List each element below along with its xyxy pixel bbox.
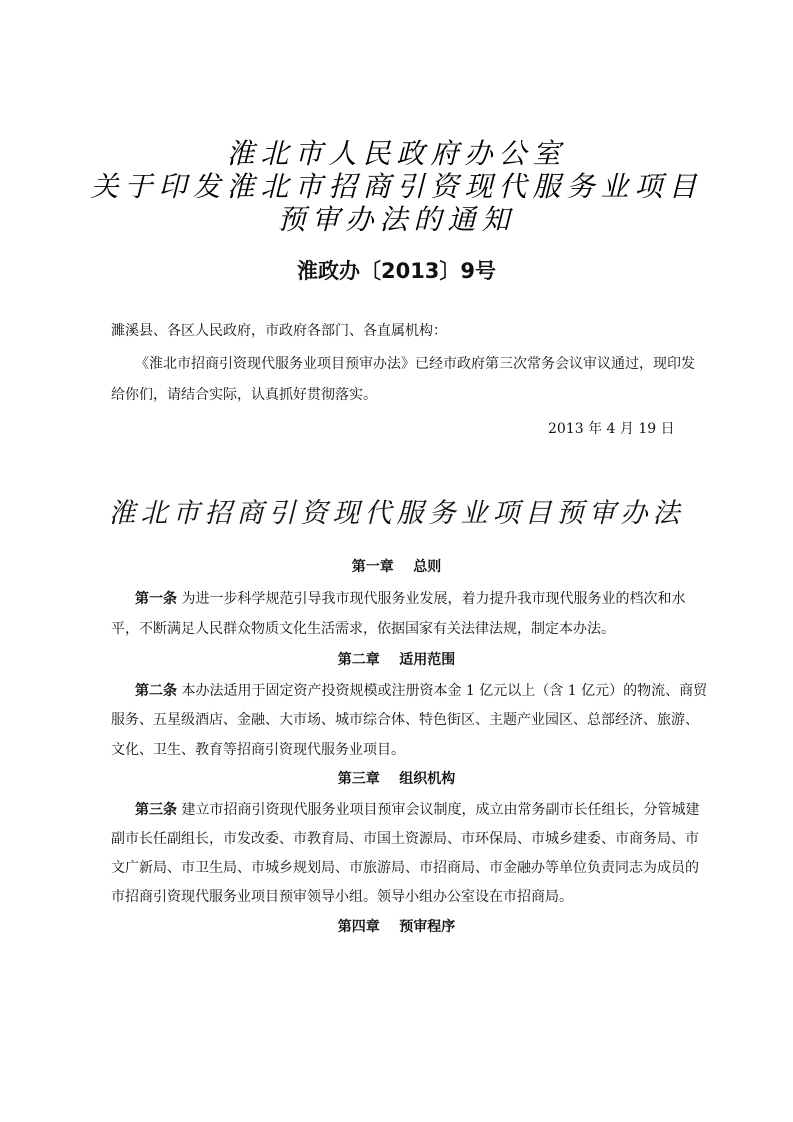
article-2-line-2: 服务、五星级酒店、金融、大市场、城市综合体、特色街区、主题产业园区、总部经济、旅游、 [111, 712, 699, 728]
article-3-line-4: 市招商引资现代服务业项目预审领导小组。领导小组办公室设在市招商局。 [111, 889, 573, 905]
article-2-first-line [135, 681, 707, 701]
measures-title: 淮北市招商引资现代服务业项目预审办法 [108, 498, 685, 529]
article-3-label: 第三条 [135, 802, 177, 818]
article-1-text: 为进一步科学规范引导我市现代服务业发展，着力提升我市现代服务业的档次和水 [177, 591, 686, 607]
notice-title-line-2: 关于印发淮北市招商引资现代服务业项目 [90, 170, 703, 203]
article-2-label: 第二条 [135, 683, 177, 699]
chapter-4-heading: 第四章 预审程序 [337, 919, 456, 935]
article-3-first-line [135, 800, 699, 820]
notice-body-line-2: 给你们，请结合实际，认真抓好贯彻落实。 [111, 387, 377, 403]
notice-date: 2013 年 4 月 19 日 [548, 421, 675, 437]
notice-title-line-3: 预审办法的通知 [277, 203, 516, 236]
notice-title-line-1: 淮北市人民政府办公室 [226, 137, 567, 170]
article-3-line-2: 副市长任副组长，市发改委、市教育局、市国土资源局、市环保局、市城乡建委、市商务局、市 [111, 831, 699, 847]
notice-body-line-1: 《淮北市招商引资现代服务业项目预审办法》已经市政府第三次常务会议审议通过，现印发 [135, 356, 695, 372]
article-3-line-3: 文广新局、市卫生局、市城乡规划局、市旅游局、市招商局、市金融办等单位负责同志为成员的 [111, 860, 699, 876]
notice-recipients: 濉溪县、各区人民政府，市政府各部门、各直属机构： [111, 323, 447, 339]
chapter-2-heading: 第二章 适用范围 [337, 652, 456, 668]
chapter-3-heading: 第三章 组织机构 [337, 771, 456, 787]
article-3-text: 建立市招商引资现代服务业项目预审会议制度，成立由常务副市长任组长，分管城建 [177, 802, 700, 818]
article-1-first-line [135, 589, 685, 609]
article-1-label: 第一条 [135, 591, 177, 607]
chapter-1-heading: 第一章 总则 [351, 559, 442, 575]
article-1-line-2: 平，不断满足人民群众物质文化生活需求，依据国家有关法律法规，制定本办法。 [111, 621, 615, 637]
article-2-line-3: 文化、卫生、教育等招商引资现代服务业项目。 [111, 742, 405, 758]
document-number: 淮政办〔2013〕9号 [296, 259, 497, 283]
article-2-text: 本办法适用于固定资产投资规模或注册资本金 1 亿元以上（含 1 亿元）的物流、商贸 [177, 683, 708, 699]
